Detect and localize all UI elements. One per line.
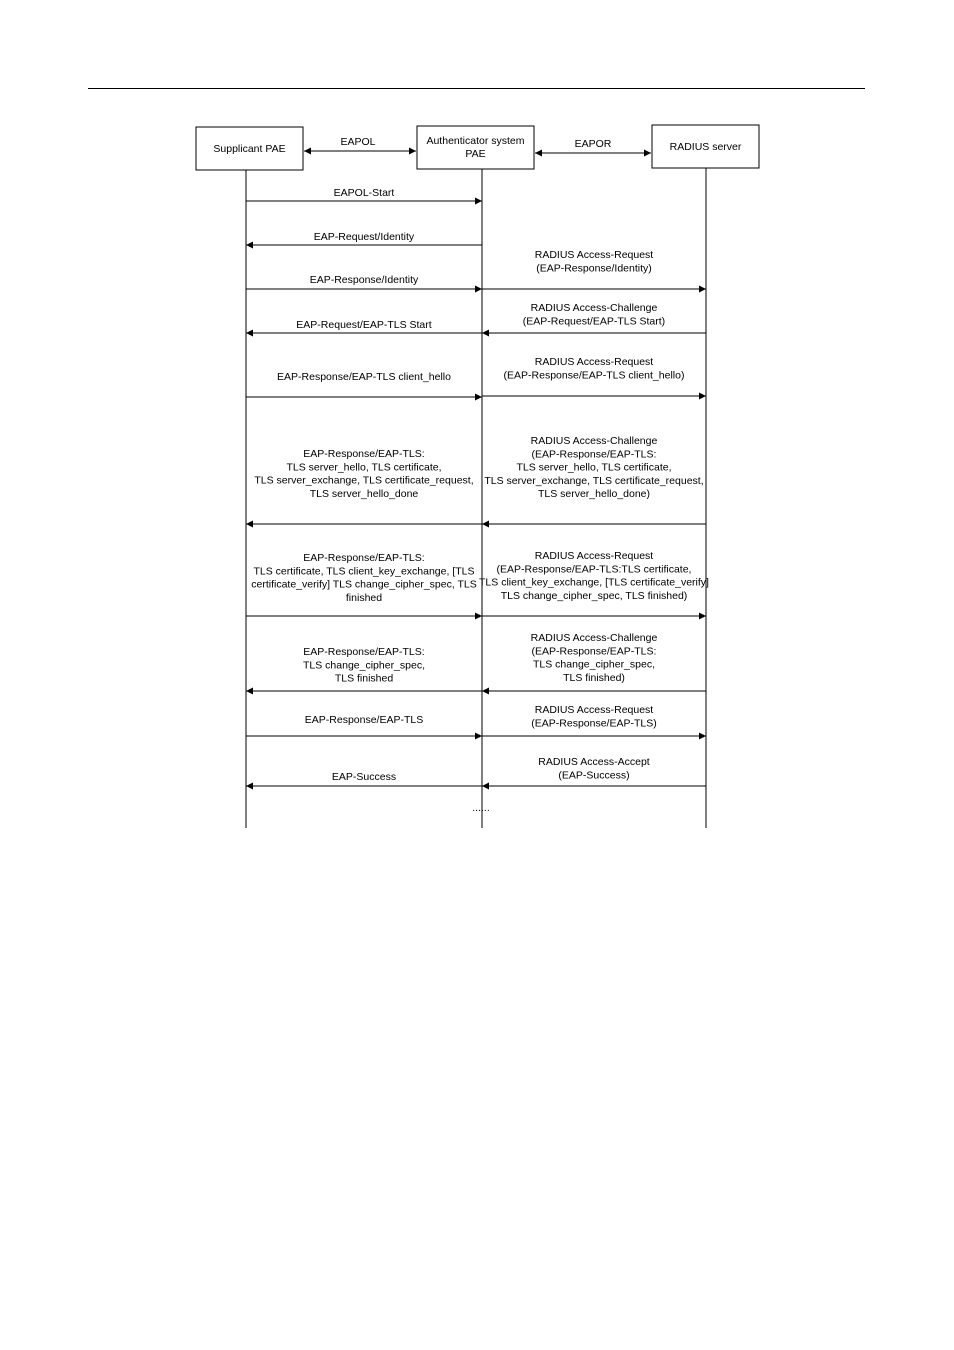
right-msg-label-2-line-1: RADIUS Access-Challenge <box>530 302 658 314</box>
right-msg-label-5-line-4: TLS change_cipher_spec, TLS finished) <box>500 589 688 602</box>
right-msg-label-5-line-2: (EAP-Response/EAP-TLS:TLS certificate, <box>496 563 692 576</box>
supplicant-label: Supplicant PAE <box>213 143 286 155</box>
right-msg-label-1-line-1: RADIUS Access-Request <box>534 249 654 261</box>
right-msg-label-3-line-1: RADIUS Access-Request <box>534 356 654 368</box>
right-msg-label-4-line-5: TLS server_hello_done) <box>537 488 651 501</box>
right-msg-label-4-line-1: RADIUS Access-Challenge <box>530 435 658 447</box>
left-msg-label-8-line-3: TLS finished <box>334 672 394 685</box>
right-msg-label-6-line-1: RADIUS Access-Challenge <box>530 632 658 644</box>
left-msg-label-6-line-1: EAP-Response/EAP-TLS: <box>303 448 425 460</box>
left-msg-label-6-line-4: TLS server_hello_done <box>309 487 419 500</box>
right-msg-label-4-line-2: (EAP-Response/EAP-TLS: <box>531 448 657 461</box>
left-msg-label-9-line-1: EAP-Response/EAP-TLS <box>304 714 424 726</box>
left-msg-label-6-line-3: TLS server_exchange, TLS certificate_request, <box>254 474 474 487</box>
right-msg-label-7-line-1: RADIUS Access-Request <box>534 704 654 716</box>
right-msg-label-2-line-2: (EAP-Request/EAP-TLS Start) <box>522 315 666 328</box>
right-msg-label-6-line-3: TLS change_cipher_spec, <box>533 658 655 671</box>
right-msg-label-8-line-2: (EAP-Success) <box>558 769 630 782</box>
right-msg-label-6-line-2: (EAP-Response/EAP-TLS: <box>531 645 657 658</box>
right-msg-label-1-line-2: (EAP-Response/Identity) <box>536 262 652 275</box>
left-msg-label-8-line-1: EAP-Response/EAP-TLS: <box>303 646 425 658</box>
eapol-label: EAPOL <box>340 136 376 148</box>
left-msg-label-7-line-3: certificate_verify] TLS change_cipher_spec, TLS <box>251 578 477 591</box>
right-msg-label-6-line-4: TLS finished) <box>563 671 625 684</box>
right-msg-label-8-line-1: RADIUS Access-Accept <box>538 756 650 768</box>
right-msg-label-4-line-4: TLS server_exchange, TLS certificate_request, <box>484 474 704 487</box>
left-msg-label-7-line-2: TLS certificate, TLS client_key_exchange, [TLS <box>253 565 475 578</box>
supplicant-authenticator-messages <box>246 187 482 786</box>
left-msg-label-7-line-1: EAP-Response/EAP-TLS: <box>303 552 425 564</box>
right-msg-label-7-line-2: (EAP-Response/EAP-TLS) <box>531 717 657 730</box>
authenticator-radius-messages <box>479 249 709 786</box>
right-msg-label-4-line-3: TLS server_hello, TLS certificate, <box>516 461 672 474</box>
eapor-label: EAPOR <box>574 138 612 150</box>
right-msg-label-3-line-2: (EAP-Response/EAP-TLS client_hello) <box>503 369 685 382</box>
left-msg-label-8-line-2: TLS change_cipher_spec, <box>303 659 425 672</box>
authenticator-label-line2: PAE <box>465 148 486 160</box>
left-msg-label-1-line-1: EAPOL-Start <box>333 187 395 199</box>
left-msg-label-5-line-1: EAP-Response/EAP-TLS client_hello <box>277 371 451 383</box>
left-msg-label-3-line-1: EAP-Response/Identity <box>309 274 419 286</box>
left-msg-label-2-line-1: EAP-Request/Identity <box>313 231 415 243</box>
left-msg-label-7-line-4: finished <box>345 591 383 604</box>
right-msg-label-5-line-1: RADIUS Access-Request <box>534 550 654 562</box>
right-msg-label-5-line-3: TLS client_key_exchange, [TLS certificate_verify] <box>479 576 709 589</box>
authenticator-label-line1: Authenticator system <box>426 135 525 147</box>
continuation-dots: ...... <box>472 802 490 814</box>
left-msg-label-4-line-1: EAP-Request/EAP-TLS Start <box>296 319 432 331</box>
left-msg-label-6-line-2: TLS server_hello, TLS certificate, <box>286 461 442 474</box>
radius-server-label: RADIUS server <box>669 141 742 153</box>
left-msg-label-10-line-1: EAP-Success <box>331 771 397 783</box>
